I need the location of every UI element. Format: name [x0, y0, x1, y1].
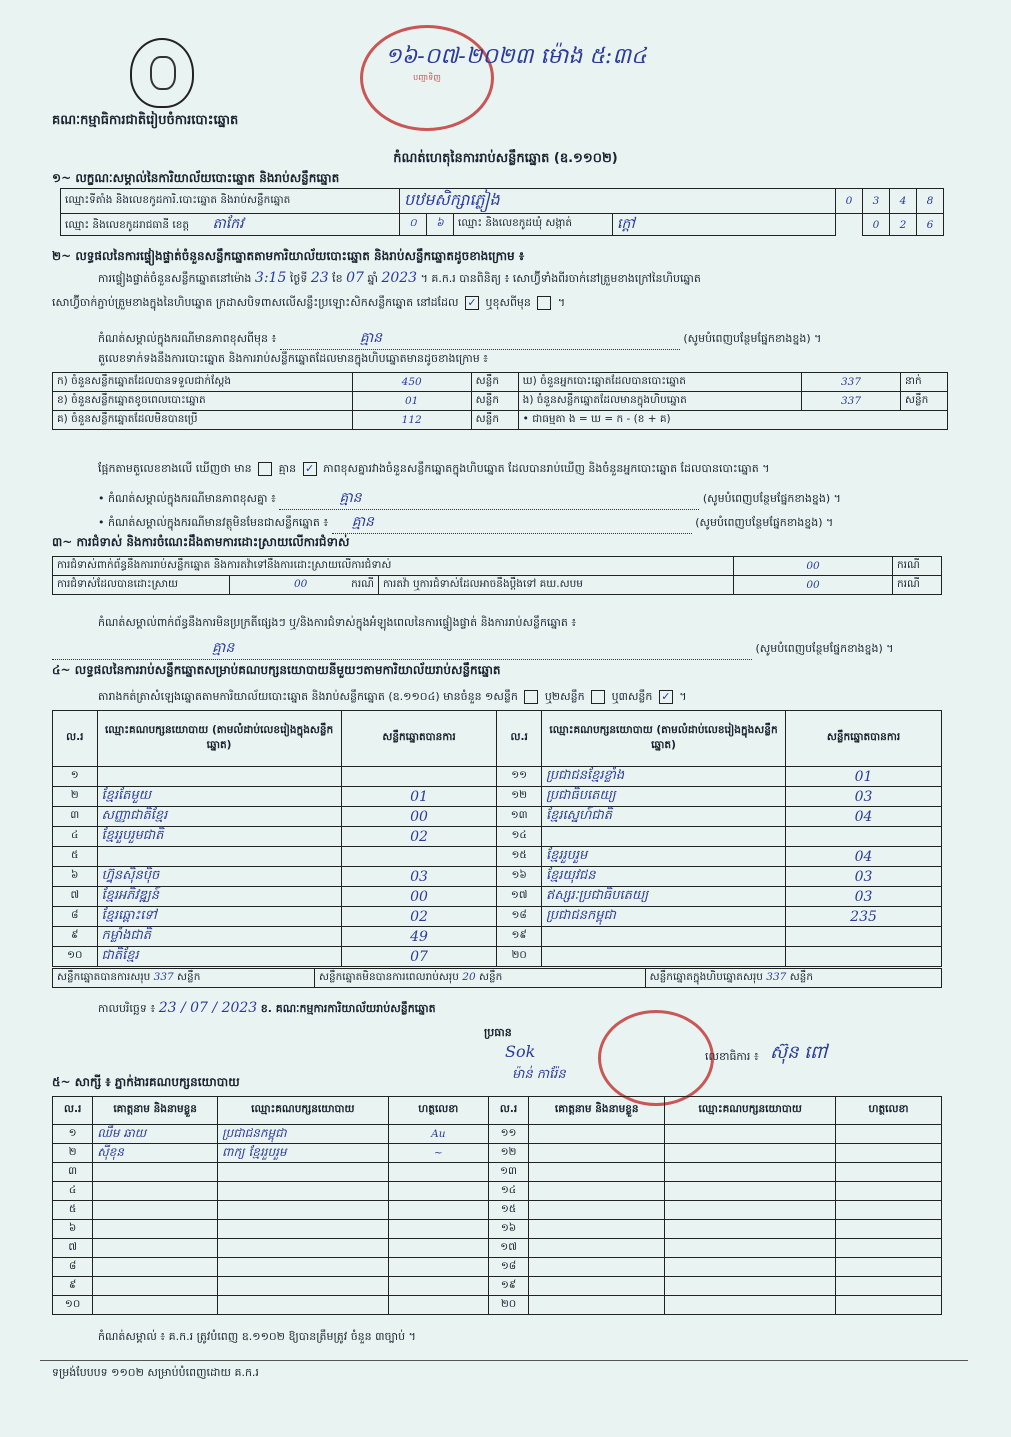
code-digit: 8: [917, 189, 944, 214]
row-number: ២០: [488, 1296, 528, 1315]
figure-label: គ) ចំនួនសន្លឹកឆ្នោតដែលមិនបានប្រើ: [53, 411, 353, 430]
table-row: [53, 787, 942, 807]
row-number: ១៩: [488, 1277, 528, 1296]
witness-signature: [388, 1201, 488, 1220]
code-digit: 0: [836, 189, 863, 214]
complaints-value: 00: [734, 557, 893, 576]
section2-heading: ២~ លទ្ធផលនៃការផ្ទៀងផ្ទាត់ចំនួនសន្លឹកឆ្នោតតាមការិយាល័យបោះឆ្នោត និងរាប់សន្លឹកឆ្នោតដូចខាងក្រោម ៖: [52, 249, 525, 263]
voters-value: 337: [802, 373, 901, 392]
witness-signature: [835, 1239, 941, 1258]
party-votes: 49: [341, 927, 497, 947]
signing-date: កាលបរិច្ឆេទ ៖ 23 / 07 / 2023 ខ. គណៈកម្មការការិយាល័យរាប់សន្លឹកឆ្នោត: [98, 1000, 436, 1016]
row-number: ៤: [53, 827, 98, 847]
witness-party: [218, 1220, 389, 1239]
chair-signature: Sok: [505, 1042, 536, 1061]
party-name: សញ្ញាជាតិខ្មែរ: [97, 807, 341, 827]
party-name: ប្រជាធិបតេយ្យ: [541, 787, 785, 807]
two-sheet-checkbox[interactable]: [591, 690, 605, 704]
party-votes: [341, 847, 497, 867]
verification-line: ការផ្ទៀងផ្ទាត់ចំនួនសន្លឹកឆ្នោតនៅម៉ោង 3:15 ថ្ងៃទី 23 ខែ 07 ឆ្នាំ 2023 ។ គ.ក.រ បានពិនិត្យ ៖ សោហ្វ៊ីទាំងពីរចាក់នៅត្រួមខាងក្រៅនៃហិបឆ្នោត: [98, 270, 701, 286]
row-number: ១: [53, 1125, 93, 1144]
difference-check-line: ផ្អែកតាមតួលេខខាងលើ ឃើញថា មាន គ្មាន ✓ ភាពខុសគ្នារវាងចំនួនសន្លឹកឆ្នោតក្នុងហិបឆ្នោត ដែលបានរាប់ឃើញ និងចំនួនអ្នកបោះឆ្នោត ដែលបានបោះឆ្នោត ។: [98, 462, 770, 475]
witness-party: [665, 1220, 836, 1239]
witness-signature: [388, 1182, 488, 1201]
stamp-title: បញ្ជាទិញ: [413, 73, 441, 82]
resolved-value: 00: [294, 577, 308, 590]
party-name: ជាតិខ្មែរ: [97, 947, 341, 967]
section3-heading: ៣~ ការជំទាស់ និងការចំណេះដឹងតាមការដោះស្រាយលើការជំទាស់: [52, 535, 350, 549]
party-votes: 07: [341, 947, 497, 967]
party-name: [541, 827, 785, 847]
secretary-label: លេខាធិការ ៖: [705, 1050, 759, 1063]
witness-name: [529, 1296, 665, 1315]
witness-party: [665, 1144, 836, 1163]
row-number: ១៧: [497, 887, 542, 907]
figure-label: ឃ) ចំនួនអ្នកបោះឆ្នោតដែលបានបោះឆ្នោត: [518, 373, 801, 392]
row-number: ២: [53, 787, 98, 807]
row-number: ១៩: [497, 927, 542, 947]
witness-name: [529, 1182, 665, 1201]
province-label: ឈ្មោះ និងលេខកូដរាជធានី ខេត្ត តាកែវ: [61, 214, 400, 236]
witness-signature: [388, 1258, 488, 1277]
witness-name: [93, 1277, 218, 1296]
witness-signature: [835, 1163, 941, 1182]
row-number: ៦: [53, 867, 98, 887]
party-name: ប្រជាជនខ្មែរខ្លាំង: [541, 767, 785, 787]
commune-label: ឈ្មោះ និងលេខកូដឃុំ សង្កាត់: [454, 214, 613, 236]
witness-name: [93, 1201, 218, 1220]
row-number: ១០: [53, 1296, 93, 1315]
day-value: 23: [310, 270, 329, 286]
witness-party: [665, 1201, 836, 1220]
row-number: ១៨: [488, 1258, 528, 1277]
party-votes: 02: [341, 827, 497, 847]
ballots-in-box-value: 337: [802, 392, 901, 411]
spoiled-ballots-value: 01: [352, 392, 471, 411]
irregularity-note: កំណត់សម្គាល់ពាក់ព័ន្ធនឹងការមិនប្រក្រតីផ្សេងៗ ឬ/និងការជំទាស់ក្នុងអំឡុងពេលនៃការផ្ទៀងផ្ទាត់ និងការរាប់សន្លឹកឆ្នោត ៖: [98, 616, 577, 629]
unused-ballots-value: 112: [352, 411, 471, 430]
row-number: ៨: [53, 907, 98, 927]
table-row: [53, 767, 942, 787]
witness-party: [665, 1296, 836, 1315]
commune-code-digit: 6: [917, 214, 944, 236]
row-number: ២: [53, 1144, 93, 1163]
table-row: [53, 947, 942, 967]
party-votes: 04: [786, 807, 942, 827]
organization-name: គណៈកម្មាធិការជាតិរៀបចំការបោះឆ្នោត: [52, 113, 239, 128]
witness-signature: [388, 1239, 488, 1258]
foreign-object-note-value: គ្មាន: [351, 514, 374, 530]
witness-party: [218, 1258, 389, 1277]
figures-intro: តួលេខទាក់ទងនឹងការបោះឆ្នោត និងការរាប់សន្លឹកឆ្នោតដែលមានក្នុងហិបឆ្នោតមានដូចខាងក្រោម ៖: [98, 352, 489, 365]
irregularity-note-value: គ្មាន: [212, 640, 235, 656]
location-value: បឋមសិក្សាភ្លៀង: [400, 189, 836, 214]
chair-name: ម៉ាន់ ការ៉ែន: [512, 1067, 566, 1082]
row-number: ១៣: [488, 1163, 528, 1182]
witness-table: ល.រ គោត្តនាម និងនាមខ្លួន ឈ្មោះគណបក្សនយោបាយ ហត្ថលេខា ល.រ គោត្តនាម និងនាមខ្លួន ឈ្មោះគណបក្សនយោបាយ ហត្ថលេខា ១ ឈឹម ឆាយ ប្រជាជនកម្ពុជា Au ១១ ២ ស៊ីខុន ពាក្យ ខ្មែររួបរួម ~ ១២ ៣ ១៣ ៤ ១៤ ៥ ១៥ ៦ ១៦ ៧ ១៧ ៨ ១៨ ៩ ១៩ ១០ ២០: [52, 1096, 942, 1315]
figure-label: ក) ចំនួនសន្លឹកឆ្នោតដែលបានទទួលជាក់ស្តែង: [53, 373, 353, 392]
section5-heading: ៥~ សាក្សី ៖ ភ្នាក់ងារគណបក្សនយោបាយ: [52, 1075, 240, 1089]
witness-party: [218, 1296, 389, 1315]
commune-code-digit: 0: [863, 214, 890, 236]
total-invalid-value: 20: [462, 970, 476, 983]
month-value: 07: [346, 270, 364, 286]
table-row: [53, 807, 942, 827]
difference-note: កំណត់សម្គាល់ក្នុងករណីមានភាពខុសពីមុន ៖ គ្មាន (សូមបំពេញបន្ថែមផ្នែកខាងខ្នង) ។: [98, 328, 958, 350]
witness-party: ពាក្យ ខ្មែររួបរួម: [218, 1144, 389, 1163]
party-votes: 03: [341, 867, 497, 887]
table-row: [53, 907, 942, 927]
figure-label: ខ) ចំនួនសន្លឹកឆ្នោតខូចពេលបោះឆ្នោត: [53, 392, 353, 411]
party-name: [97, 767, 341, 787]
foreign-object-note: • កំណត់សម្គាល់ក្នុងករណីមានវត្ថុមិនមែនជាសន្លឹកឆ្នោត ៖ គ្មាន (សូមបំពេញបន្ថែមផ្នែកខាងខ្នង) ។: [98, 512, 958, 534]
row-number: ១១: [497, 767, 542, 787]
row-number: ១៤: [497, 827, 542, 847]
table-row: [53, 1182, 942, 1201]
party-name: ខ្មែរឆ្ពោះទៅ: [97, 907, 341, 927]
witness-name: [93, 1163, 218, 1182]
code-digit: 3: [863, 189, 890, 214]
party-votes: 04: [786, 847, 942, 867]
appeal-label: ការតវ៉ា ឬការជំទាស់ដែលអាចនឹងប្ដឹងទៅ គឃ.សបម: [379, 576, 734, 595]
row-number: ១២: [488, 1144, 528, 1163]
ballots-received-value: 450: [352, 373, 471, 392]
witness-party: [665, 1163, 836, 1182]
closing-note: កំណត់សម្គាល់ ៖ គ.ក.រ ត្រូវបំពេញ ឧ.១១០២ ឱ្យបានត្រឹមត្រូវ ចំនួន ៣ច្បាប់ ។: [98, 1330, 416, 1343]
witness-signature: [388, 1296, 488, 1315]
witness-party: [665, 1239, 836, 1258]
table-row: [53, 1125, 942, 1144]
secretary-signature: ស៊ុន ពៅ: [770, 1042, 828, 1063]
row-number: ១០: [53, 947, 98, 967]
row-number: ៣: [53, 807, 98, 827]
row-number: ១៧: [488, 1239, 528, 1258]
witness-name: [529, 1144, 665, 1163]
code-digit: 4: [890, 189, 917, 214]
discrepancy-note-value: គ្មាន: [339, 490, 362, 506]
witness-name: [93, 1239, 218, 1258]
party-name: ខ្មែរស្នេហ៍ជាតិ: [541, 807, 785, 827]
time-value: 3:15: [254, 270, 287, 286]
irregularity-note-line: គ្មាន (សូមបំពេញបន្ថែមផ្នែកខាងខ្នង) ។: [52, 638, 952, 660]
witness-signature: Au: [388, 1125, 488, 1144]
row-number: ១៥: [497, 847, 542, 867]
witness-party: [218, 1277, 389, 1296]
party-votes: 03: [786, 787, 942, 807]
committee-stamp: [598, 1010, 714, 1106]
party-votes: 01: [786, 767, 942, 787]
row-number: ៧: [53, 887, 98, 907]
witness-name: ឈឹម ឆាយ: [93, 1125, 218, 1144]
party-name: ខ្មែរអភិវឌ្ឍន៍: [97, 887, 341, 907]
table-row: [53, 887, 942, 907]
witness-signature: [388, 1163, 488, 1182]
party-name: ខ្មែរយុវជន: [541, 867, 785, 887]
party-name: [541, 947, 785, 967]
witness-party: [665, 1277, 836, 1296]
table-row: [53, 927, 942, 947]
row-number: ៦: [53, 1220, 93, 1239]
row-number: ២០: [497, 947, 542, 967]
witness-signature: [835, 1125, 941, 1144]
witness-name: [529, 1220, 665, 1239]
party-votes: [786, 947, 942, 967]
witness-signature: [835, 1182, 941, 1201]
row-number: ៨: [53, 1258, 93, 1277]
table-row: [53, 1220, 942, 1239]
year-value: 2023: [381, 270, 418, 286]
totals-table: សន្លឹកឆ្នោតបានការសរុប 337 សន្លឹក សន្លឹកឆ្នោតមិនបានការពេលរាប់សរុប 20 សន្លឹក សន្លឹកឆ្នោតក្នុងហិបឆ្នោតសរុប 337 សន្លឹក: [52, 968, 942, 988]
party-votes: 03: [786, 887, 942, 907]
witness-signature: ~: [388, 1144, 488, 1163]
row-number: ១៥: [488, 1201, 528, 1220]
witness-signature: [835, 1201, 941, 1220]
witness-party: [218, 1239, 389, 1258]
row-number: ៩: [53, 927, 98, 947]
row-number: ៤: [53, 1182, 93, 1201]
difference-note-value: គ្មាន: [359, 330, 383, 346]
section4-heading: ៤~ លទ្ធផលនៃការរាប់សន្លឹកឆ្នោតសម្រាប់គណបក្សនយោបាយនីមួយៗតាមការិយាល័យរាប់សន្លឹកឆ្នោត: [52, 663, 501, 677]
table-row: [53, 1296, 942, 1315]
table-row: [53, 827, 942, 847]
figure-label: ង) ចំនួនសន្លឹកឆ្នោតដែលមានក្នុងហិបឆ្នោត: [518, 392, 801, 411]
table-row: [53, 1239, 942, 1258]
witness-signature: [835, 1258, 941, 1277]
witness-name: [529, 1239, 665, 1258]
row-number: ១៤: [488, 1182, 528, 1201]
witness-name: [93, 1182, 218, 1201]
national-emblem-icon: [130, 38, 194, 108]
discrepancy-note: • កំណត់សម្គាល់ក្នុងករណីមានភាពខុសគ្នា ៖ គ្មាន (សូមបំពេញបន្ថែមផ្នែកខាងខ្នង) ។: [98, 488, 958, 510]
form-footer: ទម្រង់បែបបទ ១១០២ សម្រាប់បំពេញដោយ គ.ក.រ: [52, 1366, 259, 1379]
resolved-label: ការជំទាស់ដែលបានដោះស្រាយ: [53, 576, 230, 595]
witness-signature: [835, 1220, 941, 1239]
witness-party: [665, 1182, 836, 1201]
party-name: ខ្មែររួបរួម: [541, 847, 785, 867]
witness-name: [93, 1220, 218, 1239]
row-number: ៧: [53, 1239, 93, 1258]
top-stamp: [360, 25, 494, 131]
witness-party: [218, 1163, 389, 1182]
witness-name: [529, 1277, 665, 1296]
total-box-value: 337: [766, 970, 787, 983]
commune-value: ក្ដៅ: [613, 214, 836, 236]
witness-name: [529, 1125, 665, 1144]
different-checkbox[interactable]: [537, 296, 551, 310]
row-number: ១៣: [497, 807, 542, 827]
witness-name: [93, 1258, 218, 1277]
table-row: [53, 1163, 942, 1182]
party-votes: 235: [786, 907, 942, 927]
witness-party: [665, 1258, 836, 1277]
province-code-digit: ០: [400, 214, 427, 236]
party-votes: [341, 767, 497, 787]
witness-name: [93, 1296, 218, 1315]
witness-party: [218, 1201, 389, 1220]
row-number: ១៦: [497, 867, 542, 887]
party-name: ឥស្សរៈប្រជាធិបតេយ្យ: [541, 887, 785, 907]
signing-date-value: 23 / 07 / 2023: [158, 1000, 258, 1016]
witness-signature: [388, 1277, 488, 1296]
party-votes: 01: [341, 787, 497, 807]
has-difference-checkbox[interactable]: [258, 462, 272, 476]
footer-divider: [40, 1360, 968, 1361]
chair-label: ប្រធាន: [484, 1026, 512, 1039]
party-name: កម្លាំងជាតិ: [97, 927, 341, 947]
party-votes: 02: [341, 907, 497, 927]
table-row: [53, 1201, 942, 1220]
witness-name: ស៊ីខុន: [93, 1144, 218, 1163]
party-name: ខ្មែរតែមួយ: [97, 787, 341, 807]
party-name: [97, 847, 341, 867]
complaints-table: ការជំទាស់ពាក់ព័ន្ធនឹងការរាប់សន្លឹកឆ្នោត និងការតវ៉ាទៅនឹងការដោះស្រាយលើការជំទាស់ 00 ករណី ការជំទាស់ដែលបានដោះស្រាយ 00 ករណី ការតវ៉ា ឬការជំទាស់ដែលអាចនឹងប្ដឹងទៅ គឃ.សបម 00 ករណី: [52, 556, 942, 595]
party-name: ហ្វ៊ុនស៊ិនប៉ិច: [97, 867, 341, 887]
table-row: [53, 1277, 942, 1296]
total-valid-value: 337: [153, 970, 174, 983]
three-sheet-checkbox[interactable]: ✓: [659, 690, 673, 704]
party-results-table: ល.រ ឈ្មោះគណបក្សនយោបាយ (តាមលំដាប់លេខរៀងក្នុងសន្លឹកឆ្នោត) សន្លឹកឆ្នោតបានការ ល.រ ឈ្មោះគណបក្សនយោបាយ (តាមលំដាប់លេខរៀងក្នុងសន្លឹកឆ្នោត) សន្លឹកឆ្នោតបានការ ១ ១១ ប្រជាជនខ្មែរខ្លាំង 01 ២ ខ្មែរតែមួយ 01 ១២ ប្រជាធិបតេយ្យ 03 ៣ សញ្ញាជាតិខ្មែរ 00 ១៣ ខ្មែរស្នេហ៍ជាតិ 04 ៤ ខ្មែររួបរួមជាតិ 02 ១៤ ៥ ១៥ ខ្មែររួបរួម 04 ៦ ហ្វ៊ុនស៊ិនប៉ិច 03 ១៦ ខ្មែរយុវជន 03 ៧ ខ្មែរអភិវឌ្ឍន៍ 00 ១៧ ឥស្សរៈប្រជាធិបតេយ្យ 03 ៨ ខ្មែរឆ្ពោះទៅ 02 ១៨ ប្រជាជនកម្ពុជា 235 ៩ កម្លាំងជាតិ 49 ១៩ ១០ ជាតិខ្មែរ 07 ២០: [52, 710, 942, 967]
province-code-digit: ៦: [427, 214, 454, 236]
witness-party: ប្រជាជនកម្ពុជា: [218, 1125, 389, 1144]
same-checkbox[interactable]: ✓: [465, 296, 479, 310]
row-number: ៣: [53, 1163, 93, 1182]
party-votes: [786, 827, 942, 847]
witness-signature: [835, 1296, 941, 1315]
formula: • ជាធម្មតា ង = ឃ = ក - (ខ + គ): [518, 411, 947, 430]
row-number: ១៨: [497, 907, 542, 927]
party-name: ខ្មែររួបរួមជាតិ: [97, 827, 341, 847]
table-row: [53, 1144, 942, 1163]
party-name: [541, 927, 785, 947]
appeal-value: 00: [734, 576, 893, 595]
province-value: តាកែវ: [212, 216, 244, 232]
complaints-label: ការជំទាស់ពាក់ព័ន្ធនឹងការរាប់សន្លឹកឆ្នោត និងការតវ៉ាទៅនឹងការដោះស្រាយលើការជំទាស់: [53, 557, 734, 576]
row-number: ៥: [53, 847, 98, 867]
one-sheet-checkbox[interactable]: [524, 690, 538, 704]
document-title: កំណត់ហេតុនៃការរាប់សន្លឹកឆ្នោត (ឧ.១១០២): [393, 151, 618, 166]
witness-signature: [835, 1277, 941, 1296]
commune-code-digit: 2: [890, 214, 917, 236]
table-row: [53, 1258, 942, 1277]
table-row: [53, 847, 942, 867]
witness-signature: [835, 1144, 941, 1163]
row-number: ៩: [53, 1277, 93, 1296]
tally-sheet-line: តារាងកត់ត្រាសំឡេងឆ្នោតតាមការិយាល័យបោះឆ្នោត និងរាប់សន្លឹកឆ្នោត (ឧ.១១០៤) មានចំនួន ១សន្លឹក ឬ២សន្លឹក ឬ៣សន្លឹក ✓ ។: [98, 690, 687, 703]
witness-name: [529, 1163, 665, 1182]
figures-table: ក) ចំនួនសន្លឹកឆ្នោតដែលបានទទួលជាក់ស្តែង 450 សន្លឹក ឃ) ចំនួនអ្នកបោះឆ្នោតដែលបានបោះឆ្នោត 337 នាក់ ខ) ចំនួនសន្លឹកឆ្នោតខូចពេលបោះឆ្នោត 01 សន្លឹក ង) ចំនួនសន្លឹកឆ្នោតដែលមានក្នុងហិបឆ្នោត 337 សន្លឹក គ) ចំនួនសន្លឹកឆ្នោតដែលមិនបានប្រើ 112 សន្លឹក • ជាធម្មតា ង = ឃ = ក - (ខ + គ): [52, 372, 948, 430]
party-votes: 00: [341, 807, 497, 827]
witness-party: [665, 1125, 836, 1144]
party-votes: 03: [786, 867, 942, 887]
party-name: ប្រជាជនកម្ពុជា: [541, 907, 785, 927]
row-number: ១១: [488, 1125, 528, 1144]
witness-party: [218, 1182, 389, 1201]
table-row: [53, 867, 942, 887]
seal-line: សោហ្វ៊ីចាក់ភ្ជាប់ត្រួមខាងក្នុងនៃហិបឆ្នោត ក្រដាសបិទពាសលើសន្លឹះប្រឡោះសិកសន្លឹកឆ្នោត នៅដដែល ✓ ឬខុសពីមុន ។: [52, 296, 566, 309]
location-label: ឈ្មោះទីតាំង និងលេខកូដការិ.បោះឆ្នោត និងរាប់សន្លឹកឆ្នោត: [61, 189, 400, 214]
received-datetime: ១៦-០៧-២០២៣ ម៉ោង ៥:៣៤: [385, 44, 647, 69]
witness-name: [529, 1201, 665, 1220]
row-number: ៥: [53, 1201, 93, 1220]
party-votes: 00: [341, 887, 497, 907]
row-number: ១២: [497, 787, 542, 807]
row-number: ១: [53, 767, 98, 787]
witness-signature: [388, 1220, 488, 1239]
section1-heading: ១~ លក្ខណៈសម្គាល់នៃការិយាល័យបោះឆ្នោត និងរាប់សន្លឹកឆ្នោត: [52, 171, 340, 185]
party-votes: [786, 927, 942, 947]
row-number: ១៦: [488, 1220, 528, 1239]
section1-table: [60, 188, 944, 236]
no-difference-checkbox[interactable]: ✓: [303, 462, 317, 476]
witness-name: [529, 1258, 665, 1277]
